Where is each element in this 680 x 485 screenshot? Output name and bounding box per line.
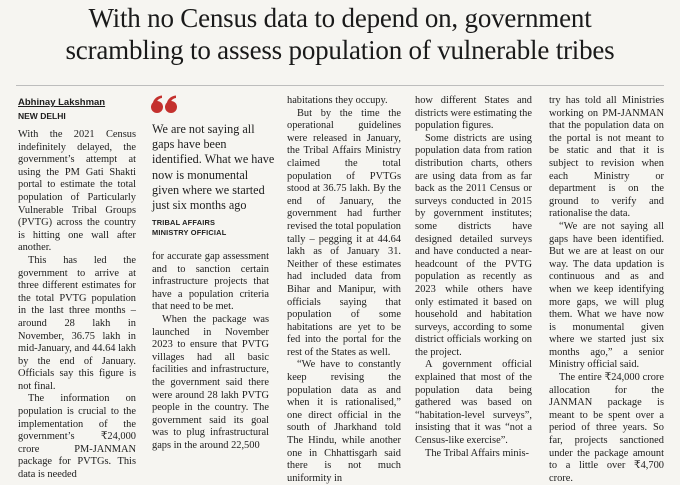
paragraph: try has told all Ministries working on PM-JANMAN that the population data on the portal is not meant to be static and that it is subject to revision when each Ministry or department is on the ground to verify and rationalise the data. bbox=[549, 95, 664, 220]
dateline: NEW DELHI bbox=[18, 111, 66, 121]
paragraph: The entire ₹24,000 crore allocation for the JANMAN package is meant to be spent over a period of three years. So far, projects sanctioned under the package amount to a little over ₹4,700 crore. bbox=[549, 372, 664, 484]
article-column-3 bbox=[287, 95, 401, 485]
paragraph: With the 2021 Census indefinitely delayed, the government’s attempt at using the PM Gati Shakti portal to estimate the total population of Particularly Vulnerable Tribal Groups (PVTG) across the country is hitting one wall after another. bbox=[18, 129, 136, 254]
paragraph: When the package was launched in November 2023 to ensure that PVTG villages had all basic facilities and infrastructure, the government said there were around 28 lakh PVTG people in the country. The government said its goal was to plug infrastructural gaps in the around 22,500 bbox=[152, 313, 269, 451]
paragraph: The information on population is crucial to the implementation of the government’s ₹24,000 crore PM-JANMAN package for PVTGs. This data is needed bbox=[18, 393, 136, 481]
paragraph: for accurate gap assessment and to sanction certain infrastructure projects that have a population criteria that need to be met. bbox=[152, 251, 269, 313]
article-column-2 bbox=[152, 251, 269, 453]
paragraph: But by the time the operational guidelines were released in January, the Tribal Affairs Ministry claimed the total population of PVTGs stood at 36.75 lakh. By the end of January, the government had further revised the total population tally – pegging it at 44.64 lakh as of January 31. Neither of these estimates had included data from Bihar and Manipur, with officials saying that population of some habitations are yet to be fed into the portal for the rest of the States as well. bbox=[287, 107, 401, 358]
quote-mark-icon bbox=[150, 94, 180, 114]
paragraph: The Tribal Affairs minis- bbox=[425, 447, 530, 459]
paragraph: “We have to constantly keep revising the population data as and when it is rationalised,” one direct official in the south of Jharkhand told The Hindu, while another one in Chhattisgarh said there is not much uniformity in bbox=[287, 359, 401, 484]
paragraph: habitations they occupy. bbox=[287, 95, 388, 106]
article-column-4 bbox=[415, 95, 532, 460]
attribution-line-2: MINISTRY OFFICIAL bbox=[152, 228, 227, 237]
pull-quote: We are not saying all gaps have been identified. What we have now is monumental given where we started just six months ago bbox=[152, 122, 275, 213]
article-column-5 bbox=[549, 95, 664, 485]
headline-divider bbox=[16, 85, 664, 86]
attribution-line-1: TRIBAL AFFAIRS bbox=[152, 218, 216, 227]
paragraph: how different States and districts were estimating the population figures. bbox=[415, 95, 532, 132]
article-column-1 bbox=[18, 129, 136, 482]
paragraph: “We are not saying all gaps have been identified. But we are at least on our way. The data updation is continuous and as and when we keep identifying more gaps, we will plug them. What we have now is monumental given where we started just six months ago,” a senior Ministry official said. bbox=[549, 220, 664, 371]
paragraph: A government official explained that most of the population data being gathered was based on “habitation-level surveys”, insisting that it was “not a Census-like exercise”. bbox=[415, 359, 532, 447]
paragraph: Some districts are using population data from ration distribution charts, others are using data from as far back as the 2011 Census or surveys conducted in 2015 by government institutes; some districts have designed detailed surveys and have conducted a near-headcount of the PVTG population as recently as 2023 while others have only estimated it based on household and habitation surveys, according to some district officials working on the project. bbox=[415, 132, 532, 358]
headline-line-2: scrambling to assess population of vulnerable tribes bbox=[65, 35, 615, 65]
paragraph: This has led the government to arrive at three different estimates for the total PVTG population in the last three months – around 28 lakh in November, 36.75 lakh in mid-January, and 44.64 lakh by the end of January. Officials say this figure is not final. bbox=[18, 254, 136, 392]
headline-line-1: With no Census data to depend on, government bbox=[88, 3, 592, 33]
pull-quote-attribution bbox=[152, 218, 276, 238]
headline bbox=[0, 2, 680, 66]
byline[interactable]: Abhinay Lakshman bbox=[18, 97, 106, 108]
